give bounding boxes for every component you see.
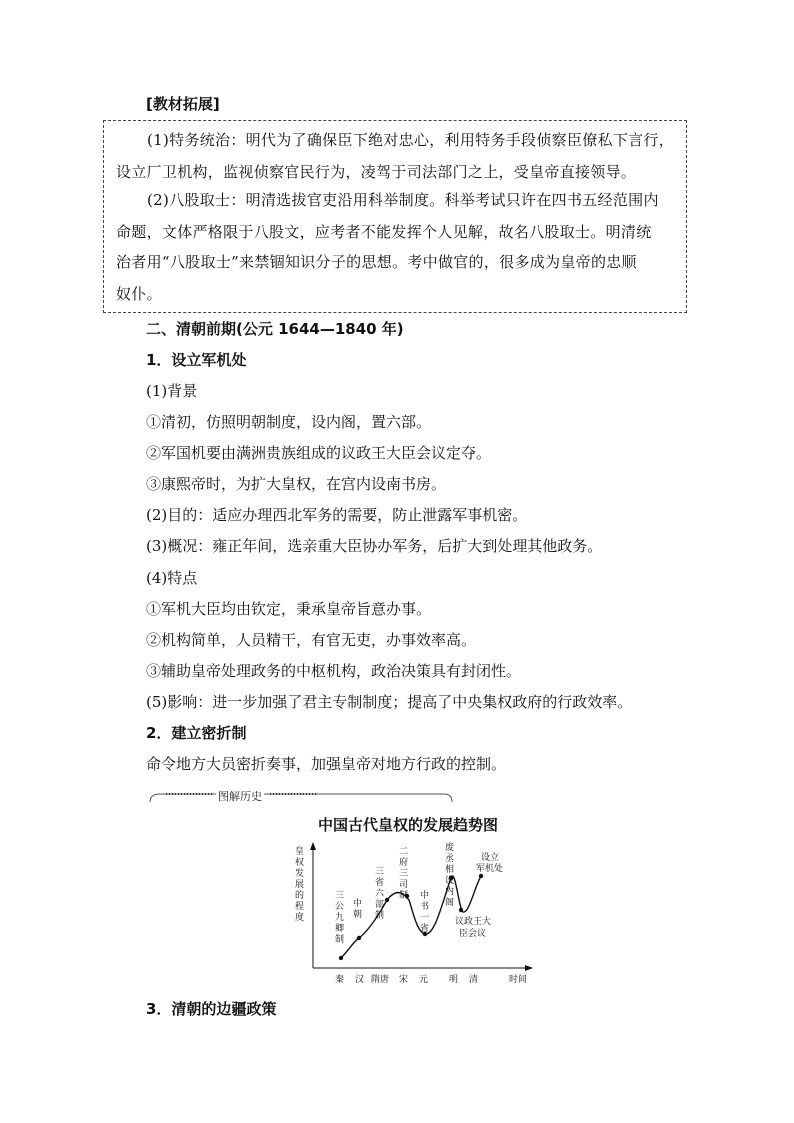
- annotation-junjichu: 设立军机处: [476, 853, 504, 874]
- x-axis-label: 时间: [509, 975, 528, 985]
- extension-line-6: 奴仆。: [116, 285, 162, 303]
- y-axis-arrow: [310, 842, 316, 850]
- illustrated-history-banner: [146, 788, 456, 808]
- x-tick-label: 秦: [335, 975, 345, 985]
- background-title: (1)背景: [146, 382, 198, 400]
- overview-text: (3)概况：雍正年间，选亲重大臣协办军务，后扩大到处理其他政务。: [146, 537, 603, 555]
- point-council: [459, 908, 463, 912]
- extension-tag: [教材拓展]: [146, 95, 220, 113]
- purpose-text: (2)目的：适应办理西北军务的需要，防止泄露军事机密。: [146, 506, 528, 524]
- feature-item-1: ①军机大臣均由钦定，秉承皇帝旨意办事。: [146, 600, 432, 618]
- annotation-zhongshu: 中书一省: [420, 891, 430, 934]
- extension-box: [103, 120, 687, 313]
- subsection-title-1: 1．设立军机处: [146, 351, 247, 369]
- point-qing: [479, 874, 483, 878]
- x-axis-arrow: [525, 965, 533, 971]
- x-tick-label: 元: [419, 975, 429, 985]
- subsection-2-text: 命令地方大员密折奏事，加强皇帝对地方行政的控制。: [146, 755, 507, 773]
- x-tick-label: 隋唐: [371, 975, 390, 985]
- point-qin: [339, 956, 343, 960]
- impact-text: (5)影响：进一步加强了君主专制制度；提高了中央集权政府的行政效率。: [146, 693, 633, 711]
- x-tick-label: 宋: [399, 975, 409, 985]
- banner-decoration: [146, 788, 456, 808]
- feature-item-2: ②机构简单，人员精干，有官无吏，办事效率高。: [146, 631, 477, 649]
- x-tick-label: 清: [469, 975, 479, 985]
- annotation-council: 议政王大臣会议: [455, 917, 492, 939]
- annotation-sangong: 三公九卿制: [335, 891, 345, 945]
- section-title: 二、清朝前期(公元 1644—1840 年): [146, 320, 404, 338]
- background-item-2: ②军国机要由满洲贵族组成的议政王大臣会议定夺。: [146, 444, 492, 462]
- banner-label: 图解历史: [218, 790, 262, 803]
- features-title: (4)特点: [146, 569, 198, 587]
- subsection-title-3: 3．清朝的边疆政策: [146, 1000, 277, 1018]
- y-axis-label: 皇权发展的程度: [295, 847, 305, 923]
- annotation-sansheng: 三省六部制: [375, 867, 385, 921]
- chart-title: 中国古代皇权的发展趋势图: [318, 816, 499, 834]
- x-tick-label: 明: [449, 975, 459, 985]
- extension-line-3: (2)八股取士：明清选拔官吏沿用科举制度。科举考试只许在四书五经范围内: [147, 191, 659, 209]
- x-tick-label: 汉: [355, 975, 365, 985]
- extension-line-5: 治者用“八股取士”来禁锢知识分子的思想。考中做官的，很多成为皇帝的忠顺: [116, 253, 637, 271]
- extension-line-2: 设立厂卫机构，监视侦察官民行为，凌驾于司法部门之上，受皇帝直接领导。: [116, 163, 637, 181]
- subsection-title-2: 2．建立密折制: [146, 724, 247, 742]
- background-item-3: ③康熙帝时，为扩大皇权，在宫内设南书房。: [146, 475, 447, 493]
- annotation-zhongchao: 中朝: [353, 899, 363, 920]
- background-item-1: ①清初，仿照明朝制度，设内阁，置六部。: [146, 413, 432, 431]
- feature-item-3: ③辅助皇帝处理政务的中枢机构，政治决策具有封闭性。: [146, 662, 522, 680]
- extension-line-1: (1)特务统治：明代为了确保臣下绝对忠心，利用特务手段侦察臣僚私下言行，: [147, 131, 675, 149]
- annotation-erfu: 二府三司制: [399, 847, 409, 901]
- point-han: [357, 936, 361, 940]
- extension-line-4: 命题，文体严格限于八股文，应考者不能发挥个人见解，故名八股取士。明清统: [116, 223, 652, 241]
- power-trend-chart: [283, 840, 543, 990]
- point-suitang: [385, 898, 389, 902]
- annotation-neige: 废丞相设内阁: [445, 843, 455, 908]
